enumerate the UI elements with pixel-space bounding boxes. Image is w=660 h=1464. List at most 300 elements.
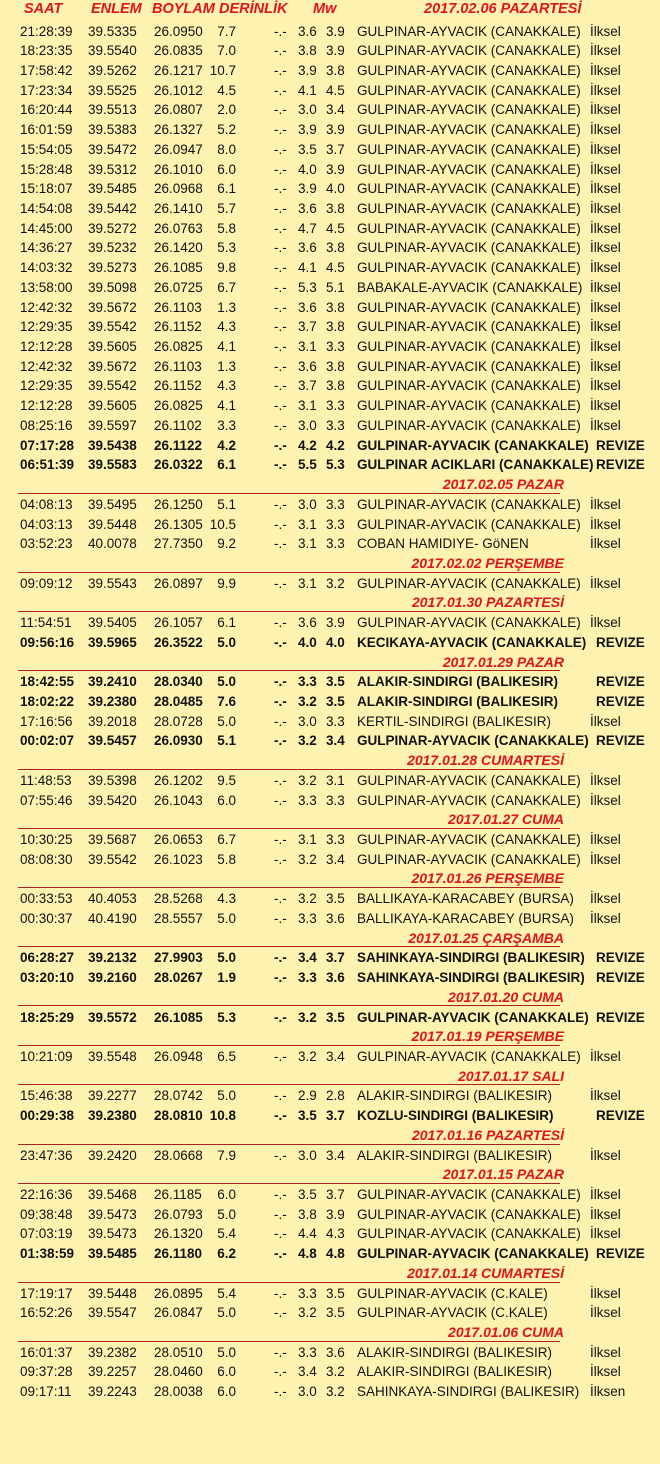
earthquake-row (0, 1343, 660, 1363)
separator-line (18, 887, 560, 888)
latitude-cell: 39.5547 (88, 1305, 137, 1321)
location-cell: GULPINAR-AYVACIK (CANAKKALE) (357, 437, 589, 453)
depth-cell: 5.0 (217, 674, 236, 690)
depth-cell: 4.3 (217, 378, 236, 394)
dash-cell: -.- (274, 1364, 287, 1380)
latitude-cell: 39.5232 (88, 240, 137, 256)
location-cell: GULPINAR-AYVACIK (CANAKKALE) (357, 339, 581, 355)
status-cell: İlksel (590, 240, 621, 256)
longitude-cell: 26.1327 (154, 122, 203, 138)
location-cell: GULPINAR-AYVACIK (CANAKKALE) (357, 260, 581, 276)
time-cell: 09:56:16 (20, 634, 75, 650)
status-cell: REVIZE (596, 950, 645, 966)
longitude-cell: 26.1010 (154, 161, 203, 177)
depth-cell: 6.5 (217, 1048, 236, 1064)
depth-cell: 5.0 (217, 1088, 236, 1104)
dash-cell: -.- (274, 260, 287, 276)
latitude-cell: 39.5543 (88, 575, 137, 591)
latitude-cell: 39.2160 (88, 970, 137, 986)
latitude-cell: 39.5273 (88, 260, 137, 276)
longitude-cell: 28.0460 (154, 1364, 203, 1380)
magnitude-mw-cell: 3.5 (326, 891, 345, 907)
depth-cell: 7.7 (217, 23, 236, 39)
latitude-cell: 39.5597 (88, 417, 137, 433)
earthquake-row (0, 830, 660, 850)
depth-cell: 5.0 (217, 713, 236, 729)
location-cell: ALAKIR-SINDIRGI (BALIKESIR) (357, 1088, 553, 1104)
earthquake-row (0, 81, 660, 101)
magnitude-ml-cell: 3.2 (298, 1048, 317, 1064)
location-cell: GULPINAR-AYVACIK (CANAKKALE) (357, 102, 581, 118)
time-cell: 16:20:44 (20, 102, 73, 118)
dash-cell: -.- (274, 141, 287, 157)
location-cell: GULPINAR-AYVACIK (CANAKKALE) (357, 1246, 589, 1262)
longitude-cell: 26.0847 (154, 1305, 203, 1321)
magnitude-ml-cell: 3.8 (298, 43, 317, 59)
location-cell: ALAKIR-SINDIRGI (BALIKESIR) (357, 1364, 553, 1380)
depth-cell: 4.5 (217, 82, 236, 98)
latitude-cell: 39.5672 (88, 358, 137, 374)
time-cell: 14:45:00 (20, 220, 73, 236)
magnitude-mw-cell: 3.7 (326, 1186, 345, 1202)
location-cell: GULPINAR-AYVACIK (CANAKKALE) (357, 319, 581, 335)
header-mw: Mw (313, 1, 337, 17)
magnitude-mw-cell: 3.3 (326, 398, 345, 414)
time-cell: 12:29:35 (20, 319, 73, 335)
magnitude-mw-cell: 3.8 (326, 62, 345, 78)
location-cell: GULPINAR-AYVACIK (CANAKKALE) (357, 200, 581, 216)
time-cell: 06:51:39 (20, 457, 75, 473)
status-cell: İlksel (590, 575, 621, 591)
location-cell: GULPINAR-AYVACIK (CANAKKALE) (357, 141, 581, 157)
location-cell: GULPINAR-AYVACIK (CANAKKALE) (357, 615, 581, 631)
header-derinlik: DERİNLİK (219, 1, 288, 17)
dash-cell: -.- (274, 82, 287, 98)
time-cell: 00:02:07 (20, 733, 75, 749)
separator-line (18, 1005, 560, 1006)
location-cell: GULPINAR-AYVACIK (CANAKKALE) (357, 398, 581, 414)
location-cell: GULPINAR-AYVACIK (CANAKKALE) (357, 516, 581, 532)
longitude-cell: 26.1180 (154, 1246, 203, 1262)
depth-cell: 4.2 (217, 437, 236, 453)
time-cell: 14:54:08 (20, 200, 73, 216)
time-cell: 12:42:32 (20, 299, 73, 315)
dash-cell: -.- (274, 1246, 287, 1262)
longitude-cell: 28.0267 (154, 970, 203, 986)
longitude-cell: 26.0950 (154, 23, 203, 39)
time-cell: 17:23:34 (20, 82, 73, 98)
depth-cell: 5.8 (217, 220, 236, 236)
longitude-cell: 26.1320 (154, 1226, 203, 1242)
magnitude-ml-cell: 3.3 (298, 1285, 317, 1301)
separator-line (18, 611, 560, 612)
longitude-cell: 28.5268 (154, 891, 203, 907)
time-cell: 14:36:27 (20, 240, 73, 256)
dash-cell: -.- (274, 832, 287, 848)
dash-cell: -.- (274, 1048, 287, 1064)
date-label: 2017.01.28 CUMARTESİ (407, 752, 564, 769)
status-cell: İlksel (590, 615, 621, 631)
magnitude-mw-cell: 3.9 (326, 43, 345, 59)
dash-cell: -.- (274, 1384, 287, 1400)
dash-cell: -.- (274, 733, 287, 749)
depth-cell: 5.0 (217, 950, 236, 966)
location-cell: GULPINAR-AYVACIK (CANAKKALE) (357, 575, 581, 591)
location-cell: GULPINAR-AYVACIK (CANAKKALE) (357, 1009, 589, 1025)
dash-cell: -.- (274, 23, 287, 39)
magnitude-ml-cell: 3.3 (298, 792, 317, 808)
dash-cell: -.- (274, 417, 287, 433)
dash-cell: -.- (274, 1108, 287, 1124)
separator-line (18, 670, 560, 671)
magnitude-ml-cell: 3.6 (298, 240, 317, 256)
status-cell: İlksel (590, 23, 621, 39)
longitude-cell: 26.1102 (154, 417, 202, 433)
location-cell: SAHINKAYA-SINDIRGI (BALIKESIR) (357, 1384, 580, 1400)
earthquake-row (0, 1086, 660, 1106)
header-boylam: BOYLAM (152, 1, 215, 17)
time-cell: 15:28:48 (20, 161, 73, 177)
location-cell: GULPINAR-AYVACIK (CANAKKALE) (357, 417, 581, 433)
time-cell: 18:42:55 (20, 674, 75, 690)
magnitude-mw-cell: 4.0 (326, 181, 345, 197)
separator-line (18, 572, 560, 573)
earthquake-row (0, 968, 660, 988)
dash-cell: -.- (274, 970, 287, 986)
location-cell: KOZLU-SINDIRGI (BALIKESIR) (357, 1108, 554, 1124)
latitude-cell: 39.5605 (88, 398, 137, 414)
status-cell: İlksel (590, 102, 621, 118)
earthquake-row (0, 692, 660, 712)
time-cell: 09:38:48 (20, 1206, 73, 1222)
earthquake-row (0, 515, 660, 535)
time-cell: 03:20:10 (20, 970, 75, 986)
longitude-cell: 26.0725 (154, 279, 203, 295)
magnitude-mw-cell: 3.5 (326, 1305, 345, 1321)
magnitude-mw-cell: 3.9 (326, 1206, 345, 1222)
date-separator (0, 1165, 660, 1185)
dash-cell: -.- (274, 536, 287, 552)
time-cell: 00:33:53 (20, 891, 73, 907)
earthquake-row (0, 416, 660, 436)
magnitude-ml-cell: 4.2 (298, 437, 317, 453)
earthquake-row (0, 712, 660, 732)
time-cell: 06:28:27 (20, 950, 75, 966)
magnitude-ml-cell: 3.2 (298, 733, 317, 749)
magnitude-ml-cell: 3.1 (298, 575, 317, 591)
depth-cell: 3.3 (217, 417, 236, 433)
longitude-cell: 26.1103 (154, 299, 202, 315)
location-cell: GULPINAR-AYVACIK (CANAKKALE) (357, 1048, 581, 1064)
status-cell: İlksel (590, 1147, 621, 1163)
magnitude-ml-cell: 3.2 (298, 772, 317, 788)
earthquake-row (0, 948, 660, 968)
earthquake-row (0, 100, 660, 120)
status-cell: İlksel (590, 832, 621, 848)
dash-cell: -.- (274, 693, 287, 709)
status-cell: İlksel (590, 319, 621, 335)
longitude-cell: 26.1043 (154, 792, 203, 808)
dash-cell: -.- (274, 1088, 287, 1104)
magnitude-mw-cell: 3.9 (326, 122, 345, 138)
latitude-cell: 39.5542 (88, 378, 137, 394)
dash-cell: -.- (274, 496, 287, 512)
longitude-cell: 26.0825 (154, 339, 203, 355)
latitude-cell: 39.5548 (88, 1048, 137, 1064)
earthquake-row (0, 455, 660, 475)
location-cell: GULPINAR-AYVACIK (C.KALE) (357, 1285, 548, 1301)
magnitude-ml-cell: 3.2 (298, 851, 317, 867)
longitude-cell: 26.1057 (154, 615, 203, 631)
depth-cell: 5.4 (217, 1285, 236, 1301)
earthquake-row (0, 219, 660, 239)
dash-cell: -.- (274, 339, 287, 355)
column-header-row (0, 1, 660, 19)
magnitude-ml-cell: 4.4 (298, 1226, 317, 1242)
status-cell: REVIZE (596, 457, 645, 473)
longitude-cell: 26.1103 (154, 358, 202, 374)
longitude-cell: 28.0742 (154, 1088, 203, 1104)
latitude-cell: 39.2018 (88, 713, 137, 729)
date-label: 2017.01.30 PAZARTESİ (411, 594, 564, 611)
location-cell: GULPINAR-AYVACIK (CANAKKALE) (357, 378, 581, 394)
depth-cell: 6.0 (217, 1384, 236, 1400)
earthquake-row (0, 791, 660, 811)
dash-cell: -.- (274, 240, 287, 256)
time-cell: 15:54:05 (20, 141, 73, 157)
earthquake-row (0, 179, 660, 199)
depth-cell: 1.3 (217, 358, 236, 374)
time-cell: 17:58:42 (20, 62, 73, 78)
separator-line (18, 769, 560, 770)
status-cell: İlksel (590, 161, 621, 177)
status-cell: İlksel (590, 378, 621, 394)
magnitude-mw-cell: 3.5 (326, 693, 345, 709)
dash-cell: -.- (274, 792, 287, 808)
date-label: 2017.01.15 PAZAR (442, 1166, 564, 1183)
magnitude-mw-cell: 3.3 (326, 792, 345, 808)
dash-cell: -.- (274, 891, 287, 907)
latitude-cell: 39.5383 (88, 122, 137, 138)
magnitude-ml-cell: 3.3 (298, 910, 317, 926)
separator-line (18, 1183, 560, 1184)
depth-cell: 4.1 (217, 398, 236, 414)
time-cell: 03:52:23 (20, 536, 73, 552)
latitude-cell: 39.2380 (88, 1108, 137, 1124)
depth-cell: 8.0 (217, 141, 236, 157)
longitude-cell: 28.0340 (154, 674, 203, 690)
date-separator (0, 1027, 660, 1047)
earthquake-row (0, 298, 660, 318)
earthquake-row (0, 1047, 660, 1067)
magnitude-mw-cell: 3.6 (326, 970, 345, 986)
latitude-cell: 39.5438 (88, 437, 137, 453)
depth-cell: 7.9 (217, 1147, 236, 1163)
date-label: 2017.01.19 PERŞEMBE (411, 1028, 564, 1045)
depth-cell: 5.8 (217, 851, 236, 867)
magnitude-ml-cell: 3.0 (298, 1384, 317, 1400)
longitude-cell: 26.1305 (154, 516, 203, 532)
dash-cell: -.- (274, 43, 287, 59)
magnitude-ml-cell: 3.9 (298, 122, 317, 138)
location-cell: KERTIL-SINDIRGI (BALIKESIR) (357, 713, 552, 729)
longitude-cell: 26.1023 (154, 851, 203, 867)
magnitude-ml-cell: 3.3 (298, 674, 317, 690)
dash-cell: -.- (274, 122, 287, 138)
depth-cell: 5.0 (217, 1206, 236, 1222)
status-cell: İlksen (590, 1384, 626, 1400)
date-label: 2017.01.25 ÇARŞAMBA (408, 929, 564, 946)
status-cell: İlksel (590, 122, 621, 138)
status-cell: REVIZE (596, 674, 645, 690)
time-cell: 23:47:36 (20, 1147, 73, 1163)
magnitude-mw-cell: 4.5 (326, 260, 345, 276)
magnitude-mw-cell: 5.1 (326, 279, 345, 295)
status-cell: İlksel (590, 358, 621, 374)
magnitude-mw-cell: 4.8 (326, 1246, 345, 1262)
location-cell: ALAKIR-SINDIRGI (BALIKESIR) (357, 1344, 553, 1360)
magnitude-mw-cell: 3.6 (326, 910, 345, 926)
dash-cell: -.- (274, 1285, 287, 1301)
magnitude-mw-cell: 3.3 (326, 516, 345, 532)
status-cell: REVIZE (596, 1009, 645, 1025)
magnitude-ml-cell: 3.1 (298, 398, 317, 414)
latitude-cell: 39.5448 (88, 516, 137, 532)
longitude-cell: 28.0485 (154, 693, 203, 709)
magnitude-ml-cell: 3.0 (298, 417, 317, 433)
earthquake-row (0, 199, 660, 219)
status-cell: İlksel (590, 851, 621, 867)
time-cell: 08:08:30 (20, 851, 73, 867)
magnitude-mw-cell: 3.8 (326, 299, 345, 315)
longitude-cell: 28.5557 (154, 910, 203, 926)
earthquake-row (0, 160, 660, 180)
separator-line (18, 493, 560, 494)
magnitude-mw-cell: 3.4 (326, 1147, 345, 1163)
status-cell: İlksel (590, 260, 621, 276)
dash-cell: -.- (274, 1344, 287, 1360)
status-cell: İlksel (590, 181, 621, 197)
separator-line (18, 1084, 560, 1085)
location-cell: GULPINAR-AYVACIK (CANAKKALE) (357, 851, 581, 867)
latitude-cell: 39.2277 (88, 1088, 137, 1104)
earthquake-row (0, 1205, 660, 1225)
magnitude-ml-cell: 3.1 (298, 832, 317, 848)
magnitude-ml-cell: 3.2 (298, 693, 317, 709)
location-cell: GULPINAR-AYVACIK (CANAKKALE) (357, 772, 581, 788)
time-cell: 07:03:19 (20, 1226, 73, 1242)
longitude-cell: 28.0510 (154, 1344, 203, 1360)
status-cell: İlksel (590, 1186, 621, 1202)
time-cell: 21:28:39 (20, 23, 73, 39)
magnitude-ml-cell: 3.0 (298, 102, 317, 118)
longitude-cell: 26.1185 (154, 1186, 202, 1202)
status-cell: İlksel (590, 1088, 621, 1104)
magnitude-mw-cell: 3.4 (326, 851, 345, 867)
magnitude-ml-cell: 3.5 (298, 1186, 317, 1202)
dash-cell: -.- (274, 1206, 287, 1222)
depth-cell: 5.3 (217, 240, 236, 256)
longitude-cell: 26.1152 (154, 378, 202, 394)
date-separator (0, 593, 660, 613)
earthquake-row (0, 771, 660, 791)
latitude-cell: 39.5672 (88, 299, 137, 315)
latitude-cell: 39.5448 (88, 1285, 137, 1301)
time-cell: 22:16:36 (20, 1186, 73, 1202)
magnitude-mw-cell: 3.8 (326, 200, 345, 216)
depth-cell: 5.0 (217, 910, 236, 926)
earthquake-row (0, 850, 660, 870)
status-cell: İlksel (590, 141, 621, 157)
location-cell: GULPINAR-AYVACIK (CANAKKALE) (357, 240, 581, 256)
magnitude-ml-cell: 3.4 (298, 950, 317, 966)
time-cell: 04:08:13 (20, 496, 73, 512)
status-cell: İlksel (590, 516, 621, 532)
magnitude-ml-cell: 4.1 (298, 82, 317, 98)
status-cell: İlksel (590, 398, 621, 414)
location-cell: BALLIKAYA-KARACABEY (BURSA) (357, 910, 574, 926)
status-cell: İlksel (590, 339, 621, 355)
header-enlem: ENLEM (91, 1, 142, 17)
latitude-cell: 39.5262 (88, 62, 137, 78)
time-cell: 13:58:00 (20, 279, 73, 295)
dash-cell: -.- (274, 674, 287, 690)
earthquake-row (0, 357, 660, 377)
magnitude-mw-cell: 3.9 (326, 161, 345, 177)
magnitude-ml-cell: 3.6 (298, 615, 317, 631)
time-cell: 16:01:37 (20, 1344, 73, 1360)
date-separator (0, 475, 660, 495)
status-cell: İlksel (590, 1344, 621, 1360)
date-separator (0, 810, 660, 830)
depth-cell: 5.0 (217, 1344, 236, 1360)
longitude-cell: 26.1420 (154, 240, 203, 256)
longitude-cell: 26.1012 (154, 82, 203, 98)
time-cell: 16:52:26 (20, 1305, 73, 1321)
latitude-cell: 39.5473 (88, 1206, 137, 1222)
status-cell: İlksel (590, 220, 621, 236)
status-cell: İlksel (590, 417, 621, 433)
status-cell: İlksel (590, 1048, 621, 1064)
longitude-cell: 26.1250 (154, 496, 203, 512)
dash-cell: -.- (274, 319, 287, 335)
magnitude-mw-cell: 4.2 (326, 437, 345, 453)
longitude-cell: 26.0653 (154, 832, 203, 848)
magnitude-mw-cell: 3.8 (326, 358, 345, 374)
location-cell: GULPINAR-AYVACIK (CANAKKALE) (357, 496, 581, 512)
earthquake-row (0, 633, 660, 653)
latitude-cell: 39.5485 (88, 181, 137, 197)
depth-cell: 6.1 (217, 181, 236, 197)
depth-cell: 6.1 (217, 457, 236, 473)
magnitude-mw-cell: 4.5 (326, 220, 345, 236)
time-cell: 12:12:28 (20, 339, 73, 355)
magnitude-ml-cell: 4.1 (298, 260, 317, 276)
location-cell: GULPINAR-AYVACIK (CANAKKALE) (357, 832, 581, 848)
magnitude-mw-cell: 3.8 (326, 378, 345, 394)
earthquake-row (0, 613, 660, 633)
header-saat: SAAT (24, 1, 63, 17)
earthquake-row (0, 140, 660, 160)
date-separator (0, 929, 660, 949)
latitude-cell: 39.5495 (88, 496, 137, 512)
magnitude-mw-cell: 3.7 (326, 1108, 345, 1124)
status-cell: İlksel (590, 713, 621, 729)
magnitude-ml-cell: 3.9 (298, 62, 317, 78)
magnitude-mw-cell: 3.3 (326, 536, 345, 552)
longitude-cell: 26.0947 (154, 141, 203, 157)
status-cell: İlksel (590, 496, 621, 512)
